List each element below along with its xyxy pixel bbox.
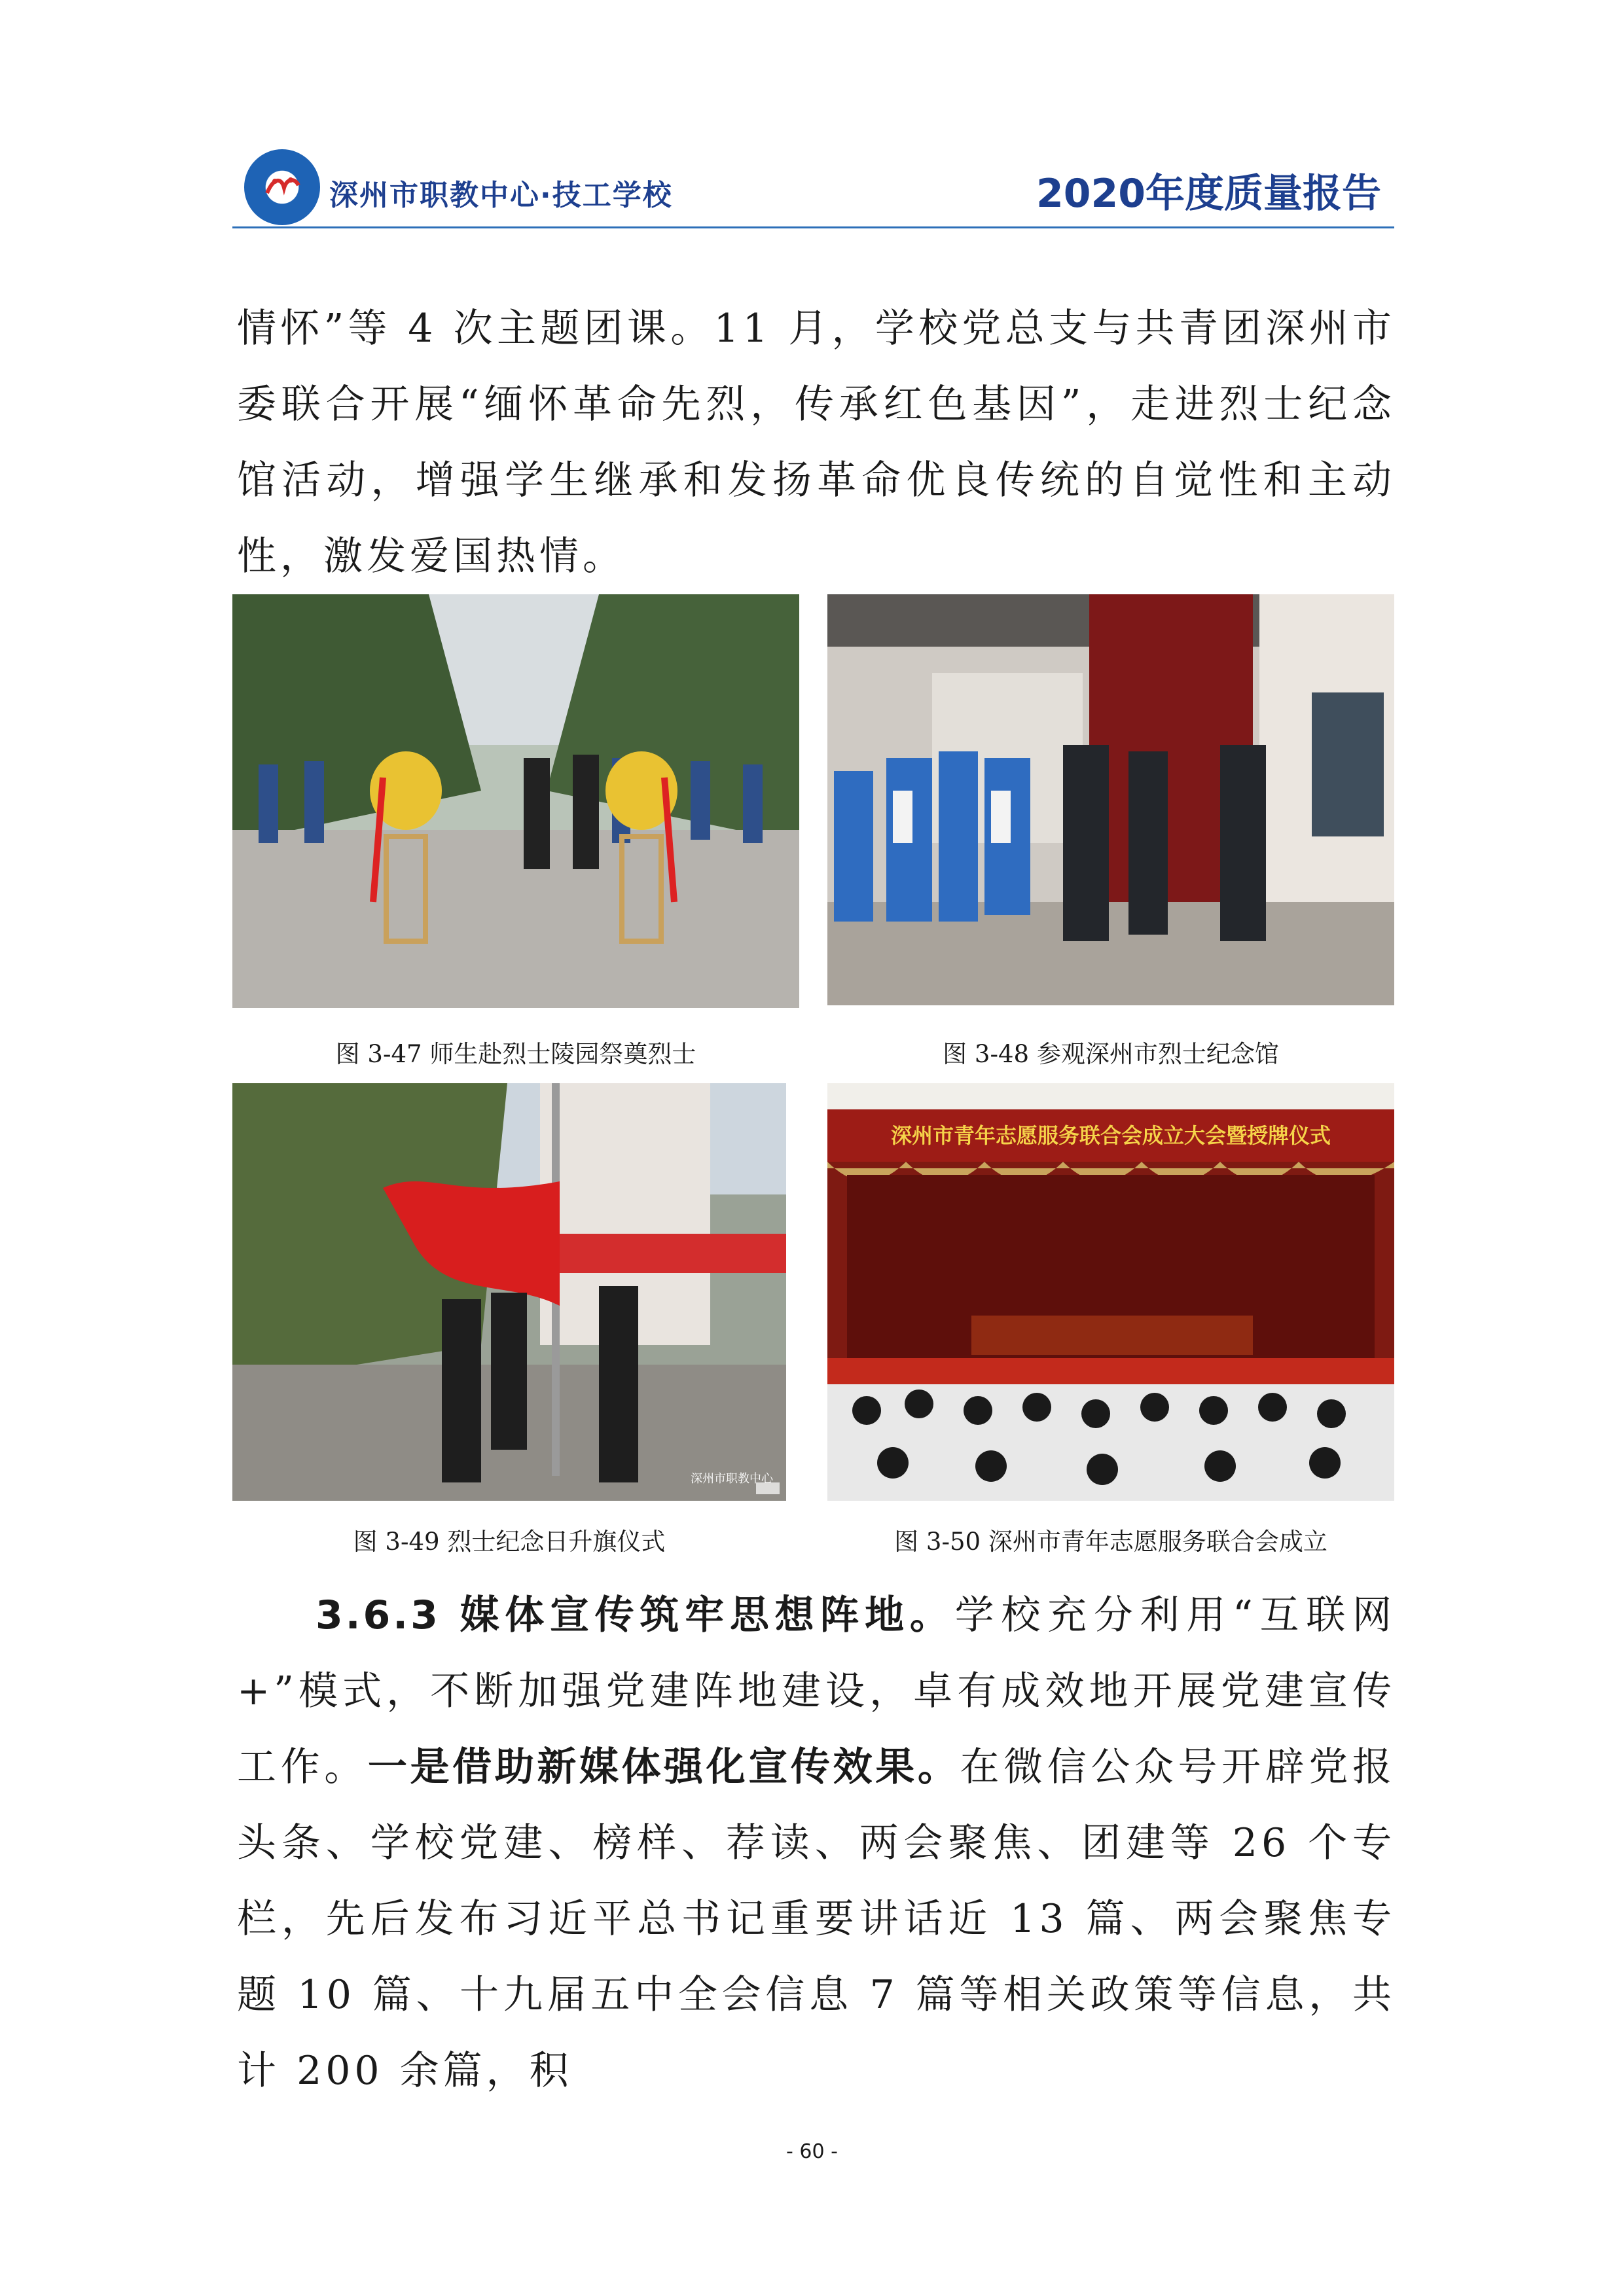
header-divider <box>232 226 1394 228</box>
photo-volunteer-federation <box>827 1083 1394 1501</box>
photo-banner-text: 深州市青年志愿服务联合会成立大会暨授牌仪式 <box>890 1123 1331 1148</box>
photo-memorial-hall <box>827 594 1394 1005</box>
report-title: 2020年度质量报告 <box>1036 171 1381 217</box>
figure-caption-3-49: 图 3-49 烈士纪念日升旗仪式 <box>353 1528 666 1556</box>
body-paragraph-1: 情怀”等 4 次主题团课。11 月，学校党总支与共青团深州市委联合开展“缅怀革命先烈，传承红色基因”，走进烈士纪念馆活动，增强学生继承和发扬革命优良传统的自觉性和主动性，激发爱国热情。 <box>237 306 1396 579</box>
photo-flag-raising <box>232 1083 786 1501</box>
school-logo-icon <box>244 149 320 225</box>
school-name: 深州市职教中心·技工学校 <box>329 179 673 212</box>
figure-caption-3-48: 图 3-48 参观深州市烈士纪念馆 <box>943 1040 1279 1068</box>
paragraph-2-text-2: 在微信公众号开辟党报头条、学校党建、榜样、荐读、两会聚焦、团建等 26 个专栏，先后发布习近平总书记重要讲话近 13 篇、两会聚焦专题 10 篇、十九届五中全会信息 7 篇等相关政策等信息，共计 200 余篇，积 <box>237 1744 1396 2094</box>
page-number: - 60 - <box>786 2140 838 2163</box>
photo-martyrs-cemetery <box>232 594 799 1008</box>
section-heading-3-6-3: 3.6.3 媒体宣传筑牢思想阵地。 <box>316 1592 955 1638</box>
body-paragraph-2 <box>237 1577 1396 2109</box>
figure-caption-3-47: 图 3-47 师生赴烈士陵园祭奠烈士 <box>335 1040 696 1068</box>
page-header <box>232 144 1394 229</box>
paragraph-2-text-1: 学校充分利用“互联网+”模式，不断加强党建阵地建设，卓有成效地开展党建宣传工作。 <box>237 1592 1396 1790</box>
photo-watermark: 深州市职教中心 <box>691 1472 773 1486</box>
logo-mark-icon <box>264 173 301 201</box>
paragraph-2-bold-lead: 一是借助新媒体强化宣传效果。 <box>367 1744 960 1790</box>
figure-caption-3-50: 图 3-50 深州市青年志愿服务联合会成立 <box>894 1528 1327 1556</box>
